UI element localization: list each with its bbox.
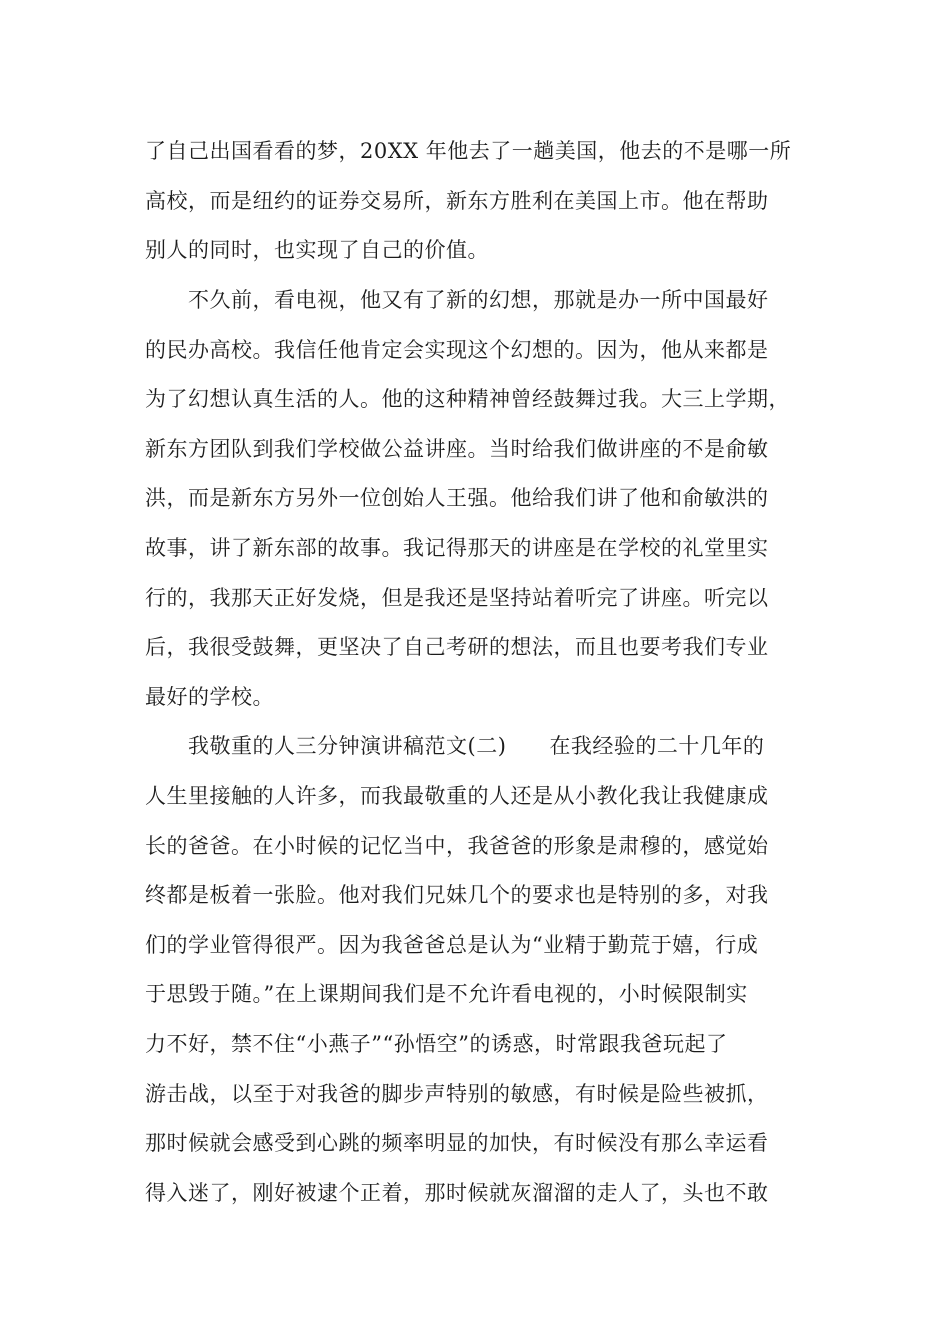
text-line: 于思毁于随。”在上课期间我们是不允许看电视的，小时候限制实 [145, 982, 748, 1006]
text-line: 力不好，禁不住“小燕子”“孙悟空”的诱惑，时常跟我爸玩起了 [145, 1032, 728, 1056]
text-line: 行的，我那天正好发烧，但是我还是坚持站着听完了讲座。听完以 [145, 586, 769, 610]
text-line: 们的学业管得很严。因为我爸爸总是认为“业精于勤荒于嬉，行成 [145, 933, 759, 957]
text-line: 得入迷了，刚好被逮个正着，那时候就灰溜溜的走人了，头也不敢 [145, 1181, 769, 1205]
text-line: 后，我很受鼓舞，更坚决了自己考研的想法，而且也要考我们专业 [145, 635, 769, 659]
text-line: 终都是板着一张脸。他对我们兄妹几个的要求也是特别的多，对我 [145, 883, 769, 907]
text-line: 不久前，看电视，他又有了新的幻想，那就是办一所中国最好 [145, 288, 769, 312]
text-line: 别人的同时，也实现了自己的价值。 [145, 238, 489, 262]
text-line: 洪，而是新东方另外一位创始人王强。他给我们讲了他和俞敏洪的 [145, 486, 769, 510]
text-line: 我敬重的人三分钟演讲稿范文(二) 在我经验的二十几年的 [145, 734, 765, 758]
text-line: 长的爸爸。在小时候的记忆当中，我爸爸的形象是肃穆的，感觉始 [145, 834, 769, 858]
text-line: 新东方团队到我们学校做公益讲座。当时给我们做讲座的不是俞敏 [145, 437, 769, 461]
text-line: 的民办高校。我信任他肯定会实现这个幻想的。因为，他从来都是 [145, 338, 769, 362]
text-line: 了自己出国看看的梦，20XX 年他去了一趟美国，他去的不是哪一所 [145, 139, 792, 163]
text-line: 故事，讲了新东部的故事。我记得那天的讲座是在学校的礼堂里实 [145, 536, 769, 560]
text-line: 那时候就会感受到心跳的频率明显的加快，有时候没有那么幸运看 [145, 1131, 769, 1155]
text-line: 高校，而是纽约的证券交易所，新东方胜利在美国上市。他在帮助 [145, 189, 769, 213]
text-line: 人生里接触的人许多，而我最敬重的人还是从小教化我让我健康成 [145, 784, 769, 808]
text-line: 游击战，以至于对我爸的脚步声特别的敏感，有时候是险些被抓， [145, 1082, 769, 1106]
text-line: 最好的学校。 [145, 685, 274, 709]
text-line: 为了幻想认真生活的人。他的这种精神曾经鼓舞过我。大三上学期， [145, 387, 790, 411]
